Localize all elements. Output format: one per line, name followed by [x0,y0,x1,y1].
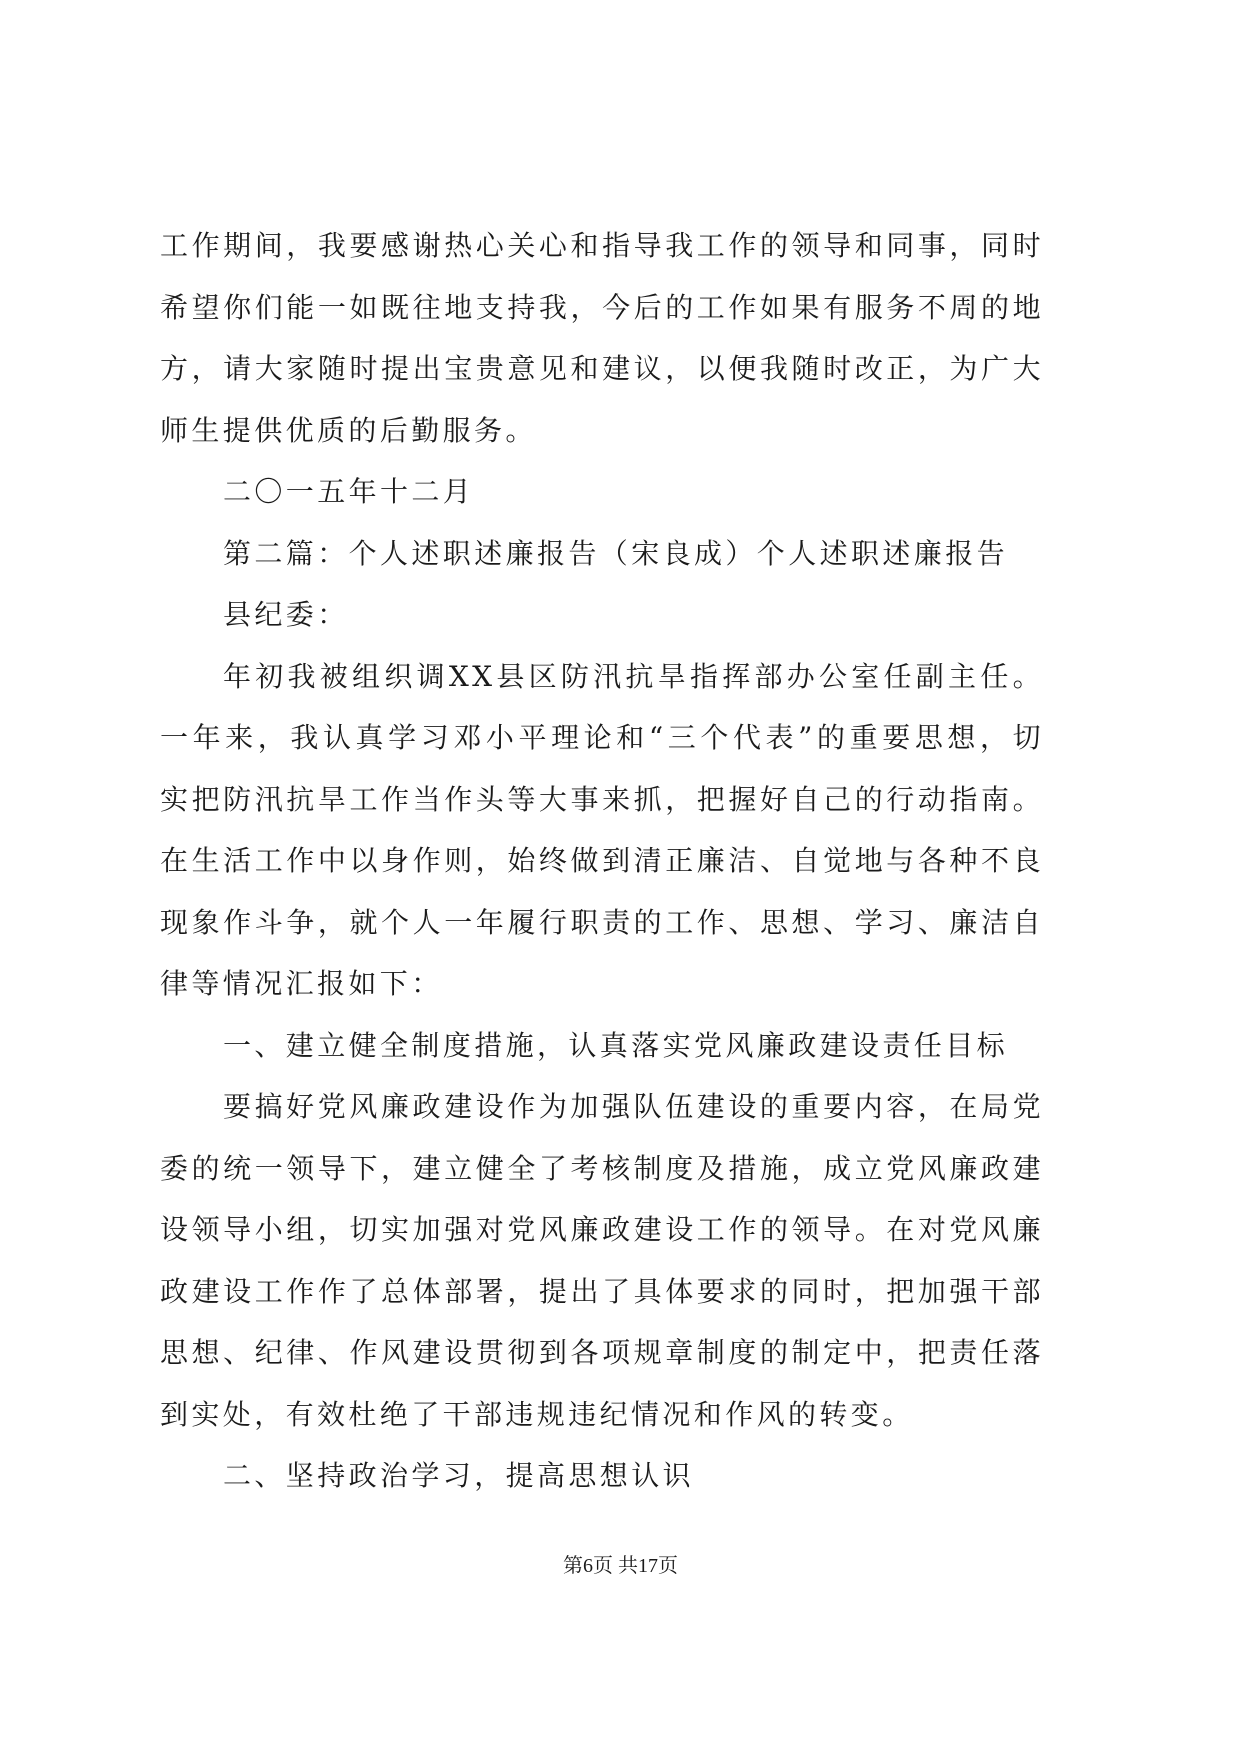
text-line: 委的统一领导下，建立健全了考核制度及措施，成立党风廉政建 [160,1151,1044,1185]
text-line: 现象作斗争，就个人一年履行职责的工作、思想、学习、廉洁自 [160,905,1044,939]
text-line: 要搞好党风廉政建设作为加强队伍建设的重要内容，在局党 [223,1090,1044,1123]
text-line: 方，请大家随时提出宝贵意见和建议，以便我随时改正，为广大 [160,352,1044,385]
text-line: 实把防汛抗旱工作当作头等大事来抓，把握好自己的行动指南。 [160,782,1044,816]
text-line: 设领导小组，切实加强对党风廉政建设工作的领导。在对党风廉 [160,1213,1044,1246]
text-line: 律等情况汇报如下： [160,967,443,1000]
text-line: 在生活工作中以身作则，始终做到清正廉洁、自觉地与各种不良 [160,844,1044,877]
date-line [160,461,1044,523]
text-line: 政建设工作作了总体部署，提出了具体要求的同时，把加强干部 [160,1274,1044,1308]
section-heading-text: 一、建立健全制度措施，认真落实党风廉政建设责任目标 [223,1028,1009,1062]
article-title [160,523,1044,585]
text-line: 工作期间，我要感谢热心关心和指导我工作的领导和同事，同时 [160,229,1044,262]
section-heading [160,1445,1044,1507]
paragraph [160,1076,1044,1445]
text-line: 一年来，我认真学习邓小平理论和“三个代表”的重要思想，切 [160,721,1044,754]
text-line: 希望你们能一如既往地支持我，今后的工作如果有服务不周的地 [160,290,1044,324]
section-heading-text: 二、坚持政治学习，提高思想认识 [223,1459,695,1492]
date-text: 二〇一五年十二月 [223,475,475,508]
text-line: 到实处，有效杜绝了干部违规违纪情况和作风的转变。 [160,1397,914,1431]
paragraph [160,646,1044,1015]
salutation-text: 县纪委： [223,598,349,631]
section-heading [160,1015,1044,1077]
text-line: 师生提供优质的后勤服务。 [160,413,537,447]
text-line: 思想、纪律、作风建设贯彻到各项规章制度的制定中，把责任落 [160,1336,1044,1369]
article-title-text: 第二篇：个人述职述廉报告（宋良成）个人述职述廉报告 [223,536,1009,570]
text-line: 年初我被组织调XX县区防汛抗旱指挥部办公室任副主任。 [223,659,1044,693]
salutation [160,584,1044,646]
paragraph-continued [160,215,1044,461]
page-number-footer: 第6页 共17页 [563,1555,678,1577]
document-body [160,215,1044,1507]
